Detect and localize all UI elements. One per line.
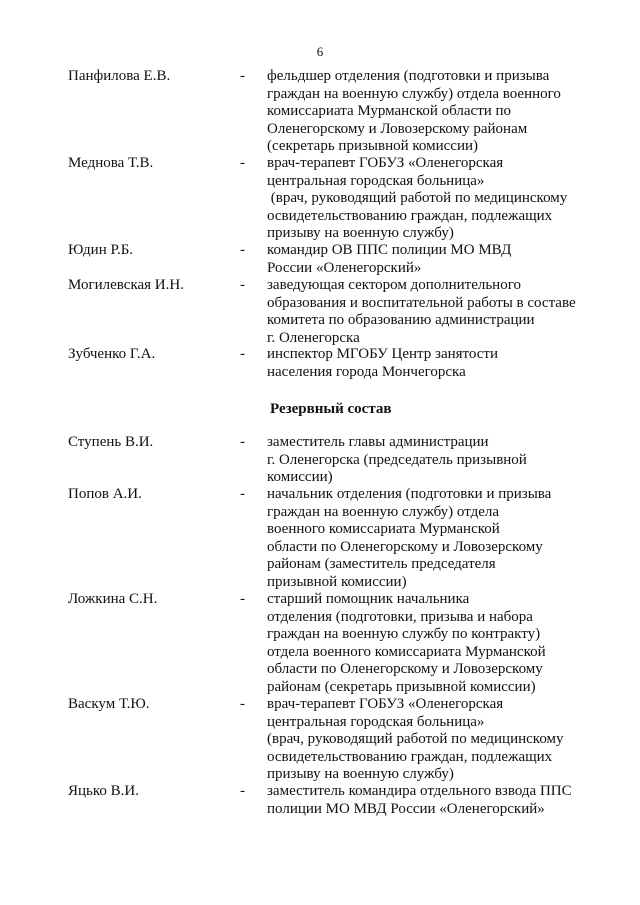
member-position: [267, 696, 607, 784]
dash-separator: -: [240, 783, 245, 799]
position-line: заведующая сектором дополнительного: [267, 277, 521, 293]
position-line: районам (секретарь призывной комиссии): [267, 678, 536, 695]
member-position: [267, 591, 607, 696]
member-name: Зубченко Г.А.: [68, 346, 156, 362]
position-line: комиссариата Мурманской области по: [267, 103, 512, 119]
member-position: [267, 486, 607, 591]
dash-separator: -: [240, 486, 245, 502]
position-line: старший помощник начальника: [267, 591, 470, 607]
position-line: (врач, руководящий работой по медицинскому: [267, 731, 564, 747]
dash-separator: -: [240, 277, 245, 293]
position-line: полиции МО МВД России «Оленегорский»: [267, 800, 545, 817]
member-name: Меднова Т.В.: [68, 155, 154, 171]
position-line: населения города Мончегорска: [267, 363, 466, 380]
member-name: Ступень В.И.: [68, 434, 154, 450]
position-line: граждан на военную службу по контракту): [267, 626, 541, 642]
position-line: фельдшер отделения (подготовки и призыва: [267, 68, 550, 84]
dash-separator: -: [240, 696, 245, 712]
position-line: граждан на военную службу) отдела военного: [267, 85, 561, 102]
position-line: центральная городская больница»: [267, 172, 485, 189]
dash-separator: -: [240, 591, 245, 607]
position-line: России «Оленегорский»: [267, 259, 422, 276]
position-line: заместитель командира отдельного взвода ППС: [267, 783, 572, 799]
position-line: отдела военного комиссариата Мурманской: [267, 643, 546, 660]
position-line: призывной комиссии): [267, 573, 407, 590]
position-line: (врач, руководящий работой по медицинскому: [267, 190, 568, 206]
member-name: Ложкина С.Н.: [68, 591, 158, 607]
position-line: комиссии): [267, 469, 333, 485]
position-line: Оленегорскому и Ловозерскому районам: [267, 120, 528, 137]
position-line: области по Оленегорскому и Ловозерскому: [267, 661, 543, 677]
position-line: заместитель главы администрации: [267, 434, 489, 450]
position-line: области по Оленегорскому и Ловозерскому: [267, 538, 543, 555]
member-name: Васкум Т.Ю.: [68, 696, 150, 712]
dash-separator: -: [240, 155, 245, 171]
member-position: [267, 242, 607, 277]
position-line: инспектор МГОБУ Центр занятости: [267, 346, 499, 362]
position-line: призыву на военную службу): [267, 225, 454, 241]
member-position: [267, 68, 607, 156]
member-name: Панфилова Е.В.: [68, 68, 171, 84]
dash-separator: -: [240, 346, 245, 362]
reserve-heading: Резервный состав: [270, 401, 392, 417]
dash-separator: -: [240, 434, 245, 450]
member-name: Могилевская И.Н.: [68, 277, 184, 293]
dash-separator: -: [240, 242, 245, 258]
position-line: отделения (подготовки, призыва и набора: [267, 608, 533, 625]
member-name: Яцько В.И.: [68, 783, 139, 799]
member-position: [267, 346, 607, 381]
position-line: г. Оленегорска (председатель призывной: [267, 451, 527, 468]
position-line: (секретарь призывной комиссии): [267, 138, 478, 154]
position-line: освидетельствованию граждан, подлежащих: [267, 207, 553, 224]
position-line: комитета по образованию администрации: [267, 312, 535, 328]
position-line: районам (заместитель председателя: [267, 556, 496, 572]
page-number: 6: [316, 44, 324, 59]
position-line: образования и воспитательной работы в составе: [267, 294, 576, 311]
member-position: [267, 434, 607, 487]
position-line: врач-терапевт ГОБУЗ «Оленегорская: [267, 696, 504, 712]
dash-separator: -: [240, 68, 245, 84]
position-line: освидетельствованию граждан, подлежащих: [267, 748, 553, 765]
member-name: Юдин Р.Б.: [68, 242, 134, 258]
position-line: г. Оленегорска: [267, 329, 360, 346]
member-position: [267, 155, 607, 243]
position-line: военного комиссариата Мурманской: [267, 521, 500, 537]
member-position: [267, 277, 607, 347]
position-line: центральная городская больница»: [267, 713, 485, 730]
member-name: Попов А.И.: [68, 486, 142, 502]
member-position: [267, 783, 607, 818]
position-line: начальник отделения (подготовки и призыва: [267, 486, 552, 502]
position-line: командир ОВ ППС полиции МО МВД: [267, 242, 512, 258]
position-line: граждан на военную службу) отдела: [267, 503, 500, 520]
position-line: врач-терапевт ГОБУЗ «Оленегорская: [267, 155, 504, 171]
position-line: призыву на военную службу): [267, 766, 454, 782]
